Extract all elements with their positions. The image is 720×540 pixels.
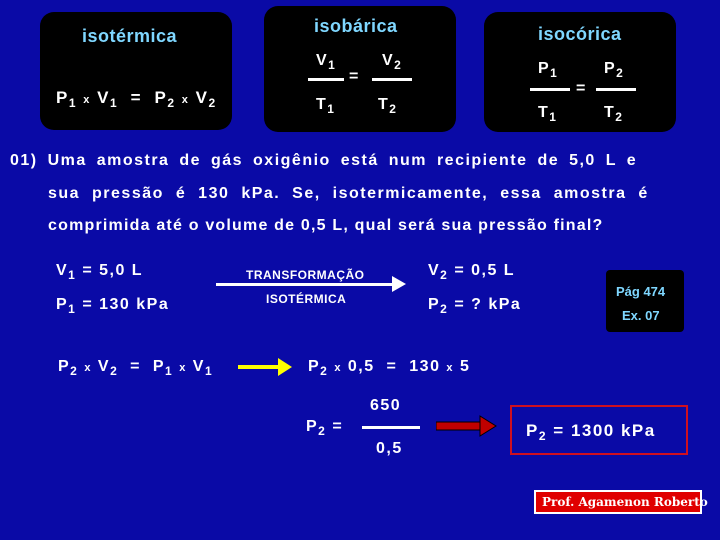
transform-arrow-shaft: [216, 283, 394, 286]
isobarica-box: [264, 6, 456, 132]
given-v1: $V_1 = 5,0$ L: [56, 262, 144, 282]
fraction-numerator: 650: [370, 397, 402, 414]
reference-box: [606, 270, 684, 332]
given-p2: $P_2$ = ? kPa: [428, 296, 522, 316]
question-line-3: comprimida até o volume de 0,5 L, qual será sua pressão final?: [48, 217, 604, 234]
isotermica-box: [40, 12, 232, 130]
isobarica-equals: =: [349, 68, 360, 85]
fraction-line: [362, 426, 420, 429]
substituted-equation: $P_2$ x 0,5 = 130 x 5: [308, 358, 471, 378]
transform-arrow-head: [392, 276, 406, 292]
isotermica-formula: $P_1$ x $V_1 = P_2$ x $V_2$: [56, 88, 217, 110]
isobarica-den1: $T_1$: [316, 96, 336, 116]
author-badge: [534, 490, 708, 514]
transform-label-bottom: ISOTÉRMICA: [266, 292, 347, 306]
given-v2: $V_2 = 0,5$ L: [428, 262, 516, 282]
given-p1: $P_1 = 130$ kPa: [56, 296, 170, 316]
isocorica-den1: $T_1$: [538, 104, 558, 124]
step-arrow-head: [278, 358, 292, 376]
result-box: [510, 405, 688, 455]
reference-exercise: Ex. 07: [622, 308, 660, 323]
step-arrow-shaft: [238, 365, 280, 369]
isobarica-title: isobárica: [314, 16, 398, 36]
author-name: Prof. Agamenon Roberto: [542, 495, 708, 509]
isocorica-fracline-1: [530, 88, 570, 91]
question-line-2: sua pressão é 130 kPa. Se, isotermicamente, essa amostra é: [48, 185, 649, 202]
isocorica-fracline-2: [596, 88, 636, 91]
isocorica-box: [484, 12, 676, 132]
reference-page: Pág 474: [616, 284, 666, 299]
result-value: $P_2 = 1300$ kPa: [526, 421, 656, 443]
result-arrow-icon: [436, 414, 498, 438]
fraction-lhs: $P_2$ =: [306, 418, 344, 438]
isobarica-num1: $V_1$: [316, 52, 337, 72]
isobarica-num2: $V_2$: [382, 52, 403, 72]
transform-label-top: TRANSFORMAÇÃO: [246, 268, 365, 282]
question-line-1: 01) Uma amostra de gás oxigênio está num recipiente de 5,0 L e: [10, 152, 638, 169]
isotermica-title: isotérmica: [82, 26, 178, 46]
isocorica-equals: =: [576, 80, 587, 97]
isobarica-den2: $T_2$: [378, 96, 398, 116]
isocorica-num1: $P_1$: [538, 60, 559, 80]
isobarica-fracline-1: [308, 78, 344, 81]
fraction-denominator: 0,5: [376, 440, 403, 457]
isocorica-num2: $P_2$: [604, 60, 625, 80]
isocorica-den2: $T_2$: [604, 104, 624, 124]
isobarica-fracline-2: [372, 78, 412, 81]
law-equation: $P_2$ x $V_2 = P_1$ x $V_1$: [58, 358, 214, 378]
isocorica-title: isocórica: [538, 24, 622, 44]
